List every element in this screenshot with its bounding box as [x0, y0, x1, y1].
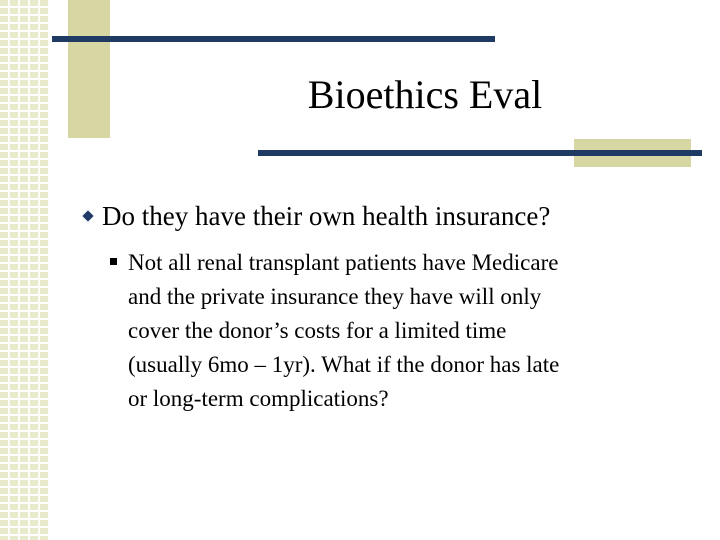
decorative-block-top — [68, 0, 110, 138]
sub-bullet-line: and the private insurance they have will only — [128, 284, 542, 309]
diamond-bullet-icon — [82, 210, 93, 221]
sub-bullet-line: Not all renal transplant patients have Medicare — [128, 250, 559, 275]
decorative-rule-top — [52, 36, 495, 42]
sub-bullet-text — [128, 246, 688, 416]
decorative-stripes — [0, 0, 50, 540]
decorative-rule-bottom — [258, 150, 702, 156]
sub-bullet-line: (usually 6mo – 1yr). What if the donor has late — [128, 352, 560, 377]
slide-title: Bioethics Eval — [307, 72, 543, 117]
sub-bullet-line: cover the donor’s costs for a limited time — [128, 318, 507, 343]
bullet-text: Do they have their own health insurance? — [102, 201, 551, 231]
square-bullet-icon — [110, 258, 117, 265]
sub-bullet-line: or long-term complications? — [128, 386, 389, 411]
